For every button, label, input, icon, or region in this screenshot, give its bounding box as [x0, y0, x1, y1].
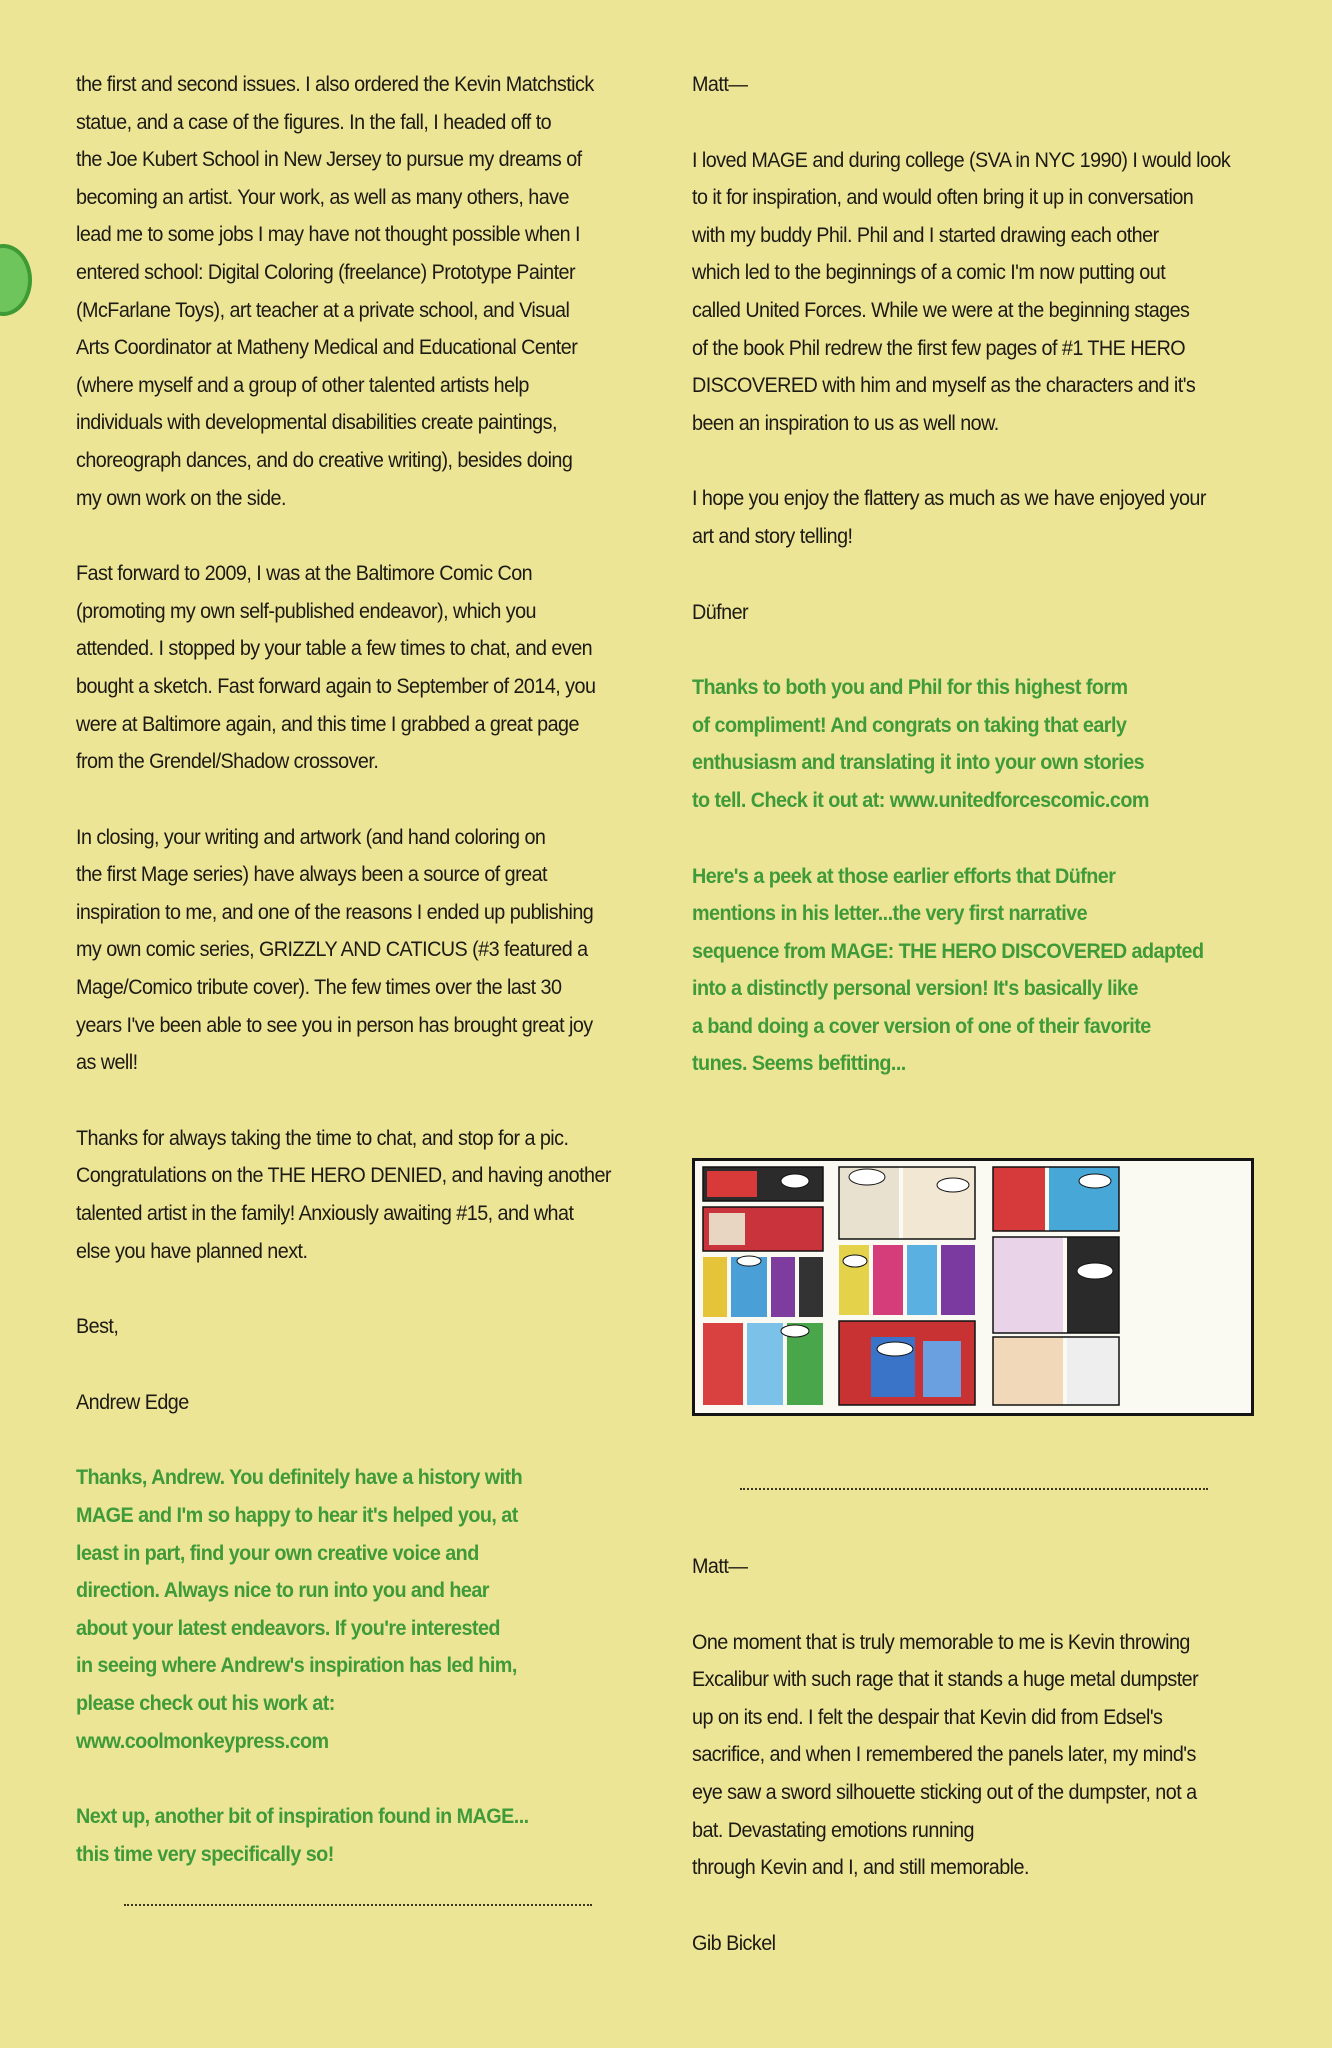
letter-closing: Best, — [76, 1314, 119, 1339]
editor-reply: Next up, another bit of inspiration found in MAGE... this time very specifically so! — [76, 1804, 529, 1866]
editor-reply: Here's a peek at those earlier efforts that Düfner mentions in his letter...the very first narrative sequence from MAGE: THE HERO DISCOVERED adapted into a distinctly personal version! It's basically like a band doing a cover version of one of their favorite tunes. Seems befitting... — [692, 863, 1204, 1076]
editor-reply: Thanks to both you and Phil for this highest form of compliment! And congrats on taking that early enthusiasm and translating it into your own stories to tell. Check it out at: www.unitedforcescomic.com — [692, 675, 1149, 812]
left-column — [76, 66, 646, 1911]
letter-salutation: Matt— — [692, 72, 748, 96]
letter-paragraph: I hope you enjoy the flattery as much as we have enjoyed your art and story telling! — [692, 486, 1206, 548]
letter-signature: Gib Bickel — [692, 1930, 776, 1955]
letter-paragraph: One moment that is truly memorable to me is Kevin throwing Excalibur with such rage that it stands a huge metal dumpster up on its end. I felt the despair that Kevin did from Edsel's sacrifice, and when I remembered the panels later, my mind's eye saw a sword silhouette sticking out of the dumpster, not a bat. Devastating emotions running through Kevin and I, and still memorable. — [692, 1629, 1199, 1880]
letter-signature: Düfner — [692, 599, 749, 624]
section-divider — [124, 1904, 592, 1906]
letter-paragraph: Thanks for always taking the time to chat, and stop for a pic. Congratulations on the THE HERO DENIED, and having another talented artist in the family! Anxiously awaiting #15, and what else you have planned next. — [76, 1125, 611, 1263]
comic-pages-image — [692, 1158, 1254, 1416]
right-column-lower — [692, 1548, 1262, 2000]
letter-salutation: Matt— — [692, 1554, 748, 1578]
section-divider — [740, 1488, 1208, 1490]
letter-paragraph: Fast forward to 2009, I was at the Baltimore Comic Con (promoting my own self-published endeavor), which you attended. I stopped by your table a few times to chat, and even bought a sketch. Fast forward again to September of 2014, you were at Baltimore again, and this time I grabbed a great page from the Grendel/Shadow crossover. — [76, 561, 596, 774]
letter-signature: Andrew Edge — [76, 1389, 189, 1414]
editor-reply: Thanks, Andrew. You definitely have a history with MAGE and I'm so happy to hear it's helped you, at least in part, find your own creative voice and direction. Always nice to run into you and hear about your latest endeavors. If you're interested in seeing where Andrew's inspiration has led him, please check out his work at: www.coolmonkeypress.com — [76, 1465, 523, 1753]
page-edge-tab — [0, 244, 32, 316]
letter-paragraph: In closing, your writing and artwork (and hand coloring on the first Mage series) have always been a source of great inspiration to me, and one of the reasons I ended up publishing my own comic series, GRIZZLY AND CATICUS (#3 featured a Mage/Comico tribute cover). The few times over the last 30 years I've been able to see you in person has brought great joy as well! — [76, 824, 594, 1075]
letter-paragraph: I loved MAGE and during college (SVA in NYC 1990) I would look to it for inspiration, and would often bring it up in conversation with my buddy Phil. Phil and I started drawing each other which led to the beginnings of a comic I'm now putting out called United Forces. While we were at the beginning stages of the book Phil redrew the first few pages of #1 THE HERO DISCOVERED with him and myself as the characters and it's been an inspiration to us as well now. — [692, 147, 1231, 435]
comic-panels-illustration — [695, 1161, 1251, 1413]
letter-paragraph: the first and second issues. I also ordered the Kevin Matchstick statue, and a case of the figures. In the fall, I headed off to the Joe Kubert School in New Jersey to pursue my dreams of becoming an artist. Your work, as well as many others, have lead me to some jobs I may have not thought possible when I entered school: Digital Coloring (freelance) Prototype Painter (McFarlane Toys), art teacher at a private school, and Visual Arts Coordinator at Matheny Medical and Educational Center (where myself and a group of other talented artists help individuals with developmental disabilities create paintings, choreograph dances, and do creative writing), besides doing my own work on the side. — [76, 72, 594, 510]
right-column — [692, 66, 1262, 1121]
